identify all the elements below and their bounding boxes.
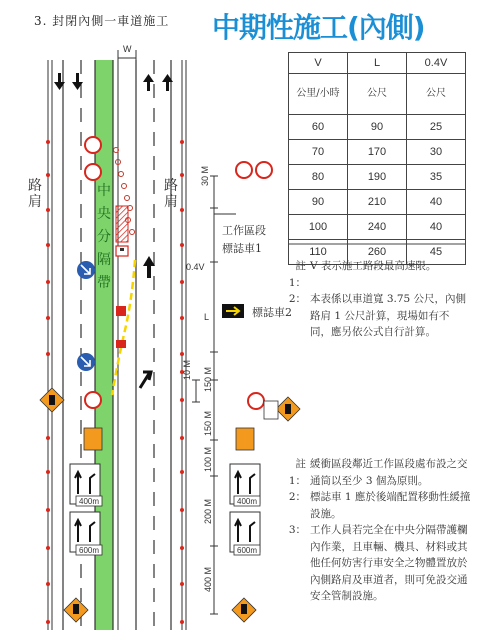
note-text: 標誌車 1 應於後端配置移動性緩撞設施。	[310, 491, 471, 520]
shoulder-label-right: 路肩	[164, 178, 178, 210]
table-cell: 45	[407, 240, 466, 265]
table-row	[289, 215, 466, 240]
table-row	[289, 190, 466, 215]
table-cell: 240	[348, 215, 407, 240]
table-unit: 公尺	[407, 74, 466, 115]
table-header: V	[289, 53, 348, 74]
distance-label-600m-left: 600m	[79, 546, 100, 555]
work-zone-area	[116, 206, 128, 242]
table-cell: 60	[289, 115, 348, 140]
page-title: 中期性施工(內側)	[212, 11, 425, 44]
distance-label-600m-right: 600m	[237, 546, 258, 555]
merge-arrow-icon	[140, 372, 151, 388]
work-zone-label: 工作區段	[222, 224, 266, 237]
table-cell: 30	[407, 140, 466, 165]
construction-sign-icon	[264, 401, 278, 419]
construction-sign-icon	[236, 428, 254, 450]
speed-limit-sign-icon	[85, 392, 101, 408]
table-row	[289, 165, 466, 190]
table-cell: 40	[407, 190, 466, 215]
table-cell: 110	[289, 240, 348, 265]
dimension-label-10m: 10 M	[182, 359, 192, 380]
table-cell: 80	[289, 165, 348, 190]
table-unit: 公里/小時	[289, 74, 348, 115]
table-cell: 25	[407, 115, 466, 140]
speed-limit-sign-icon	[256, 162, 272, 178]
taper-line	[112, 260, 135, 395]
sign-truck-2-label: 標誌車2	[252, 306, 292, 319]
table-cell: 35	[407, 165, 466, 190]
note-text: 工作人員若完全在中央分隔帶護欄內作業，且車輛、機具、材料或其他任何妨害行車安全之物體置放於內側路肩及車道者，則可免設交通安全管制設施。	[310, 524, 468, 602]
table-cell: 90	[289, 190, 348, 215]
note-tag: 3：	[288, 524, 306, 536]
dimension-label-04v: 0.4V	[186, 262, 205, 272]
sign-truck-2-icon	[116, 306, 126, 316]
median-label: 中央分隔帶	[97, 183, 111, 291]
table-cell: 260	[348, 240, 407, 265]
notes-bottom	[280, 456, 472, 605]
note-tag: 2：	[288, 491, 306, 503]
construction-sign-icon	[84, 428, 102, 450]
speed-limit-sign-icon	[248, 393, 264, 409]
up-arrow-icon	[143, 256, 155, 278]
dimension-label-200m: 200 M	[203, 498, 213, 524]
note-tag: 註 1：	[288, 458, 306, 487]
speed-limit-sign-icon	[85, 137, 101, 153]
sign-truck-1-label: 標誌車1	[222, 242, 262, 255]
table-row	[289, 115, 466, 140]
distance-label-400m-left: 400m	[79, 497, 100, 506]
table-cell: 40	[407, 215, 466, 240]
table-header: L	[348, 53, 407, 74]
table-cell: 210	[348, 190, 407, 215]
up-arrow-icon	[143, 74, 173, 91]
down-arrow-icon	[54, 73, 83, 90]
distance-label-400m-right: 400m	[237, 497, 258, 506]
dimension-label-l: L	[204, 312, 210, 322]
note-tag: 2：	[288, 293, 306, 305]
table-cell: 90	[348, 115, 407, 140]
dimension-label-100m: 100 M	[203, 446, 213, 472]
table-cell: 100	[289, 215, 348, 240]
shoulder-label-left: 路肩	[28, 178, 42, 210]
arrow-board-icon	[116, 340, 126, 348]
lane-width-label: W	[123, 44, 132, 54]
speed-limit-sign-icon	[85, 164, 101, 180]
table-header: 0.4V	[407, 53, 466, 74]
table-unit: 公尺	[348, 74, 407, 115]
dimension-label-400m: 400 M	[203, 566, 213, 592]
speed-limit-sign-icon	[236, 162, 252, 178]
note-tag: 註 1：	[288, 260, 306, 289]
table-cell: 170	[348, 140, 407, 165]
speed-table	[288, 52, 466, 265]
notes-top	[280, 258, 470, 341]
table-cell: 70	[289, 140, 348, 165]
note-text: 本表係以車道寬 3.75 公尺，內側路肩 1 公尺計算，現場如有不同，應另依公式自行計算。	[310, 293, 467, 338]
dimension-label-150m-b: 150 M	[203, 410, 213, 436]
dimension-label-30m: 30 M	[200, 165, 210, 186]
note-text: V 表示施工路段最高速限。	[310, 260, 437, 272]
table-cell: 190	[348, 165, 407, 190]
table-row	[289, 140, 466, 165]
note-text: 緩衝區段鄰近工作區段處布設之交通筒以至少 3 個為原則。	[310, 458, 468, 487]
section-heading: 3. 封閉內側一車道施工	[34, 14, 170, 28]
dimension-label-150m-a: 150 M	[203, 366, 213, 392]
